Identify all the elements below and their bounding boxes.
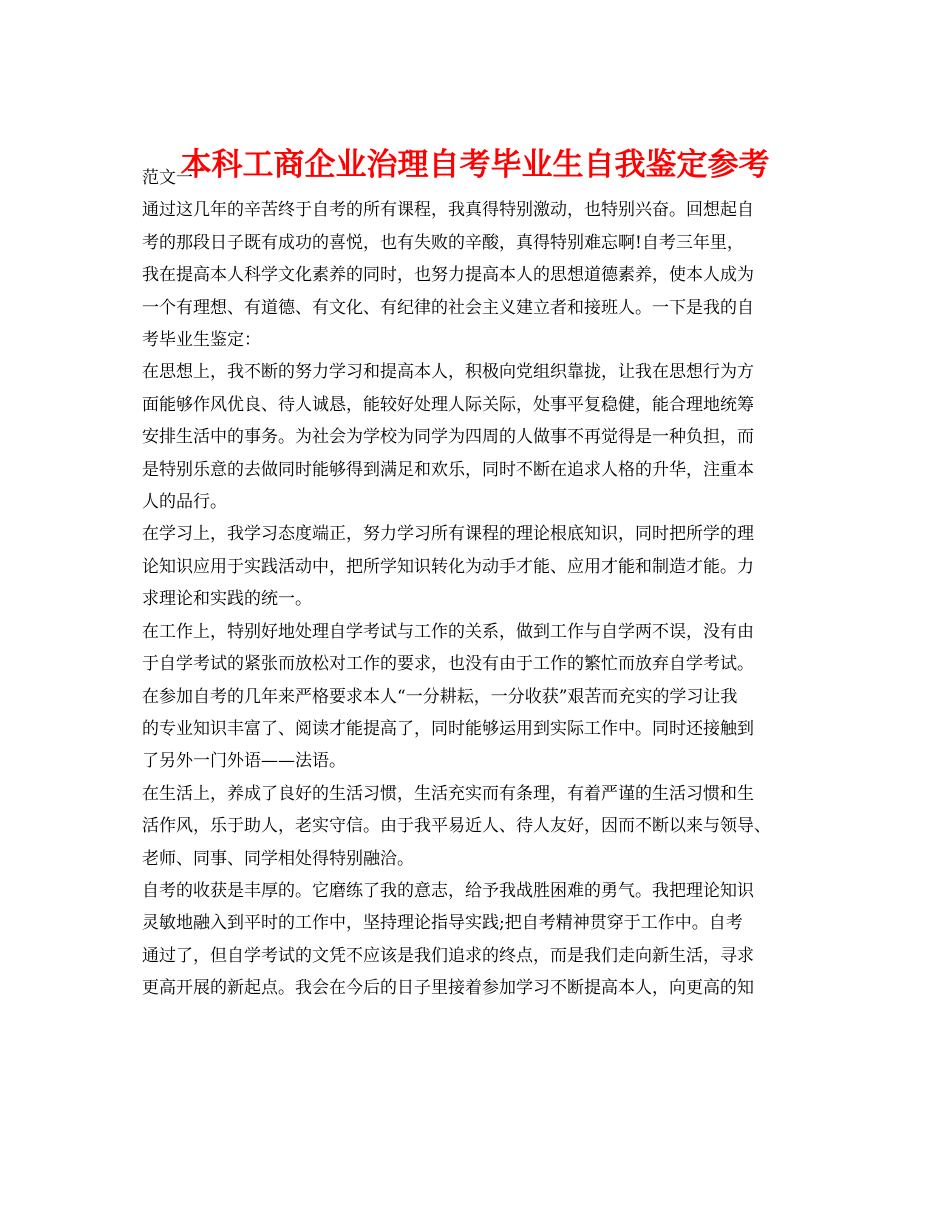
paragraph-life: 在生活上，养成了良好的生活习惯，生活充实而有条理，有着严谨的生活习惯和生 活作风，乐于助人，老实守信。由于我平易近人、待人友好，因而不断以来与领导、 老师、同事、同学相处得特别融洽。 (142, 783, 771, 869)
paragraph-work: 在工作上，特别好地处理自学考试与工作的关系，做到工作与自学两不误，没有由 于自学考试的紧张而放松对工作的要求，也没有由于工作的繁忙而放弃自学考试。 在参加自考的几年来严格要求本人“一分耕耘，一分收获”艰苦而充实的学习让我 的专业知识丰富了、阅读才能提高了，同时能够运用到实际工作中。同时还接触到 了另外一门外语——法语。 (142, 621, 754, 772)
document-body (142, 162, 832, 1005)
paragraph-study: 在学习上，我学习态度端正，努力学习所有课程的理论根底知识，同时把所学的理 论知识应用于实践活动中，把所学知识转化为动手才能、应用才能和制造才能。力 求理论和实践的统一。 (142, 524, 754, 610)
paragraph-thought: 在思想上，我不断的努力学习和提高本人，积极向党组织靠拢，让我在思想行为方 面能够作风优良、待人诚恳，能较好处理人际关际，处事平复稳健，能合理地统筹 安排生活中的事务。为社会为学校为同学为四周的人做事不再觉得是一种负担，而 是特别乐意的去做同时能够得到满足和欢乐，同时不断在追求人格的升华，注重本 人的品行。 (142, 362, 754, 513)
paragraph-heading: 范文一 (142, 168, 193, 188)
paragraph-intro: 通过这几年的辛苦终于自考的所有课程，我真得特别激动，也特别兴奋。回想起自 考的那段日子既有成功的喜悦，也有失败的辛酸，真得特别难忘啊!自考三年里， 我在提高本人科学文化素养的同时，也努力提高本人的思想道德素养，使本人成为 一个有理想、有道德、有文化、有纪律的社会主义建立者和接班人。一下是我的自 考毕业生鉴定： (142, 200, 754, 351)
document-title: 本科工商企业治理自考毕业生自我鉴定参考 (180, 146, 770, 183)
paragraph-harvest: 自考的收获是丰厚的。它磨练了我的意志，给予我战胜困难的勇气。我把理论知识 灵敏地融入到平时的工作中，坚持理论指导实践;把自考精神贯穿于工作中。自考 通过了，但自学考试的文凭不应该是我们追求的终点，而是我们走向新生活，寻求 更高开展的新起点。我会在今后的日子里接着参加学习不断提高本人，向更高的知 (142, 880, 754, 999)
